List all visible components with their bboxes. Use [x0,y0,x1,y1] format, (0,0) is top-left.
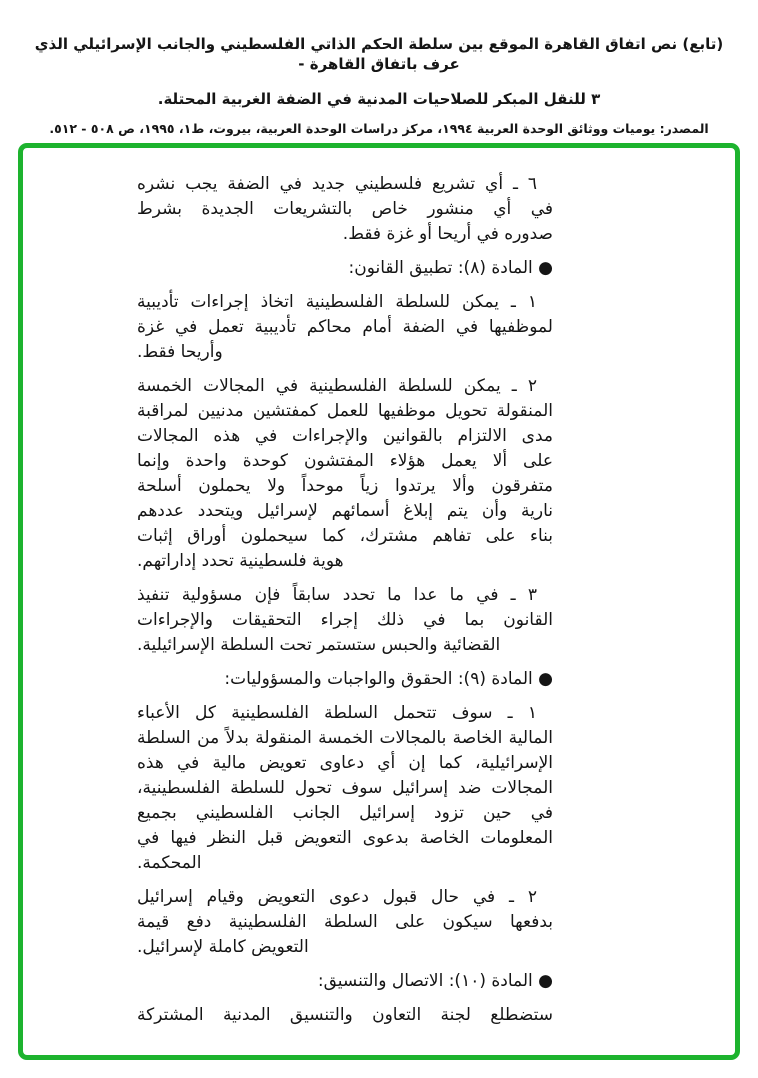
text-line: ستضطلع لجنة التعاون والتنسيق المدنية المشتركة [137,1005,553,1025]
text-line: ٦ ـ أي تشريع فلسطيني جديد في الضفة يجب نشره [137,174,537,194]
paragraph [137,172,553,247]
paragraph [137,885,553,960]
text-line: لموظفيها في الضفة أمام محاكم تأديبية تعمل في غزة [137,317,553,337]
text-line: التعويض كاملة لإسرائيل. [137,937,309,957]
text-line: المعلومات الخاصة بدعوى التعويض قبل النظر فيها في [137,828,553,848]
header-source-line: المصدر: يوميات ووثائق الوحدة العربية ١٩٩٤، مركز دراسات الوحدة العربية، بيروت، ط١، ١٩٩٥، ص ٥٠٨ - ٥١٢. [49,121,709,136]
text-line: ● المادة (٨): تطبيق القانون: [348,258,553,278]
text-line: وأريحا فقط. [137,342,223,362]
article-heading [137,256,553,281]
paragraph [137,290,553,365]
article-heading [137,969,553,994]
text-line: صدوره في أريحا أو غزة فقط. [342,224,553,244]
document-header [0,34,758,137]
text-line: هوية فلسطينية تحدد إداراتهم. [137,551,344,571]
text-line: في حين تزود إسرائيل الجانب الفلسطيني بجميع [137,803,553,823]
text-line: ● المادة (١٠): الاتصال والتنسيق: [317,971,553,991]
text-line: بدفعها سيكون على السلطة الفلسطينية دفع قيمة [137,912,553,932]
document-frame [18,143,740,1060]
header-title-line-1: (تابع) نص اتفاق القاهرة الموقع بين سلطة الحكم الذاتي الفلسطيني والجانب الإسرائيلي الذي عرف باتفاق القاهرة - [34,35,724,73]
text-line: ● المادة (٩): الحقوق والواجبات والمسؤوليات: [224,669,553,689]
paragraph [137,701,553,876]
text-line: المنقولة تحويل موظفيها للعمل كمفتشين مدنيين لمراقبة [137,401,553,421]
text-line: ١ ـ سوف تتحمل السلطة الفلسطينية كل الأعباء [137,703,537,723]
text-line: المحكمة. [137,853,202,873]
text-line: القانون بما في ذلك إجراء التحقيقات والإجراءات [137,610,553,630]
text-line: القضائية والحبس ستستمر تحت السلطة الإسرائيلية. [137,635,501,655]
text-line: المجالات ضد إسرائيل سوف تحول للسلطة الفلسطينية، [137,778,553,798]
header-title-line-2: ٣ للنقل المبكر للصلاحيات المدنية في الضفة الغربية المحتلة. [157,90,601,108]
text-line: في أي منشور خاص بالتشريعات الجديدة بشرط [137,199,553,219]
text-line: نارية وأن يتم إبلاغ أسمائهم لإسرائيل ويتحدد عددهم [137,501,553,521]
text-line: ٢ ـ يمكن للسلطة الفلسطينية في المجالات الخمسة [137,376,537,396]
text-line: المالية الخاصة بالمجالات الخمسة المنقولة بدلاً من السلطة [137,728,553,748]
text-line: متفرقون وألا يرتدوا زياً موحداً ولا يحملون أسلحة [137,476,553,496]
text-line: على ألا يعمل هؤلاء المفتشون كوحدة واحدة وإنما [137,451,553,471]
paragraph [137,374,553,574]
document-body [137,172,553,1028]
paragraph [137,583,553,658]
paragraph [137,1003,553,1028]
text-line: الإسرائيلية، كما إن أي دعاوى تعويض مالية في هذه [137,753,553,773]
text-line: مدى الالتزام بالقوانين والإجراءات في هذه المجالات [137,426,553,446]
text-line: بناء على تفاهم مشترك، كما سيحملون أوراق إثبات [137,526,553,546]
text-line: ٣ ـ في ما عدا ما تحدد سابقاً فإن مسؤولية تنفيذ [137,585,537,605]
text-line: ١ ـ يمكن للسلطة الفلسطينية اتخاذ إجراءات تأديبية [137,292,537,312]
text-line: ٢ ـ في حال قبول دعوى التعويض وقيام إسرائيل [137,887,537,907]
article-heading [137,667,553,692]
